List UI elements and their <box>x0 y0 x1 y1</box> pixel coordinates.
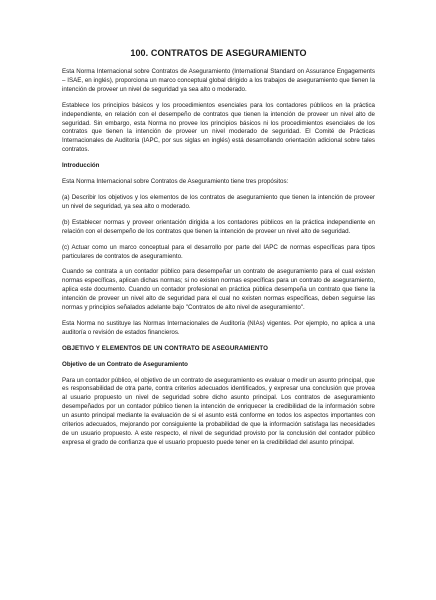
section-heading-introduccion: Introducción <box>62 162 100 170</box>
paragraph-purpose-c: (c) Actuar como un marco conceptual para el desarrollo por parte del IAPC de normas específicas para tipos particulares de contratos de aseguramiento. <box>62 243 375 260</box>
paragraph-nias: Esta Norma no sustituye las Normas Internacionales de Auditoría (NIAs) vigentes. Por ejemplo, no aplica a una auditoría o revisión de estados financieros. <box>62 319 375 336</box>
section-heading-objetivo-elementos: OBJETIVO Y ELEMENTOS DE UN CONTRATO DE ASEGURAMIENTO <box>62 344 269 352</box>
document-page <box>62 48 375 455</box>
paragraph-intro-2: Establece los principios básicos y los procedimientos esenciales para los contadores públicos en la práctica independiente, en relación con el desempeño de contratos que tienen la intención de proveer un nivel alto de seguridad. Sin embargo, esta Norma no provee los principios básicos ni los procedimientos esenciales de los contratos que tienen la intención de proveer un nivel moderado de seguridad. El Comité de Prácticas Internacionales de Auditoría (IAPC, por sus siglas en inglés) está desarrollando orientación adicional sobre tales contratos. <box>62 101 375 154</box>
paragraph-application: Cuando se contrata a un contador público para desempeñar un contrato de aseguramiento para el cual existen normas específicas, aplican dichas normas; si no existen normas específicas para un contrato de aseguramiento, aplica este documento. Cuando un contador profesional en práctica pública desempeña un contrato que tiene la intención de proveer un nivel alto de seguridad para el cual no existen normas específicas, deben seguirse las normas y principios señalados adelante bajo "Contratos de alto nivel de aseguramiento". <box>62 268 375 312</box>
subsection-heading-objetivo: Objetivo de un Contrato de Aseguramiento <box>62 360 188 368</box>
paragraph-purpose-b: (b) Establecer normas y proveer orientación dirigida a los contadores públicos en la práctica independiente en relación con el desempeño de los contratos que tienen la intención de proveer un nivel alto de seguridad. <box>62 218 375 235</box>
paragraph-purpose-a: (a) Describir los objetivos y los elementos de los contratos de aseguramiento que tienen la intención de proveer un nivel de seguridad, ya sea alto o moderado. <box>62 193 375 210</box>
paragraph-objective: Para un contador público, el objetivo de un contrato de aseguramiento es evaluar o medir un asunto principal, que es responsabilidad de otra parte, contra criterios adecuados identificados, y expresar una conclusión que provea al usuario propuesto un nivel de seguridad sobre dicho asunto principal. Los contratos de aseguramiento desempeñados por un contador público tienen la intención de enriquecer la credibilidad de la información sobre un asunto principal mediante la evaluación de si el asunto está conforme en todos los aspectos importantes con criterios adecuados, mejorando por consiguiente la probabilidad de que la información satisfaga las necesidades de un usuario propuesto. A este respecto, el nivel de seguridad provisto por la conclusión del contador público expresa el grado de confianza que el usuario propuesto puede tener en la credibilidad del asunto principal. <box>62 376 375 446</box>
page-title: 100. CONTRATOS DE ASEGURAMIENTO <box>130 48 307 58</box>
paragraph-purposes: Esta Norma Internacional sobre Contratos de Aseguramiento tiene tres propósitos: <box>62 178 289 186</box>
paragraph-intro-1: Esta Norma Internacional sobre Contratos de Aseguramiento (International Standard on Assurance Engagements – ISAE, en inglés), proporciona un marco conceptual global dirigido a los trabajos de aseguramiento que tienen la intención de proveer un nivel de seguridad ya sea alto o moderado. <box>62 68 375 93</box>
